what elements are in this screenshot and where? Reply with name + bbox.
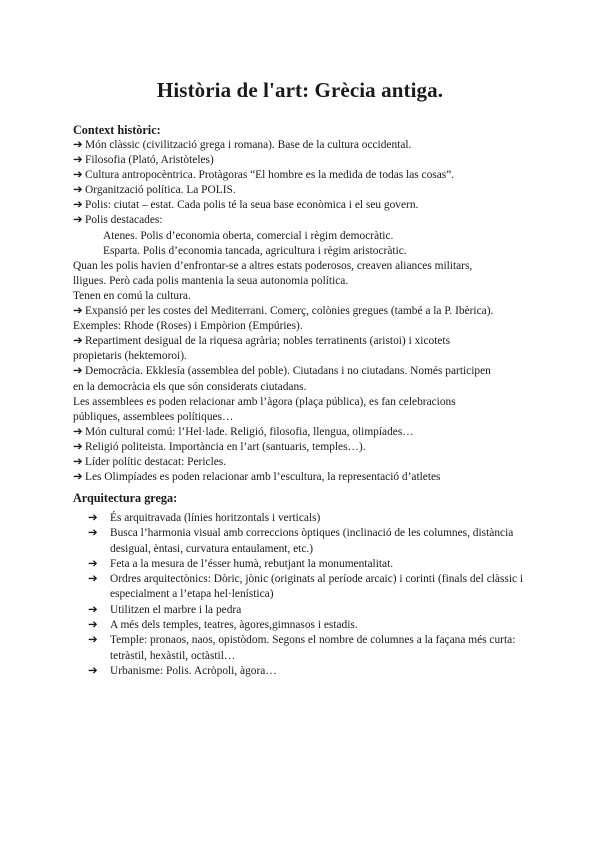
list-item-text: Temple: pronaos, naos, opistòdom. Segons el nombre de columnes a la façana més curta: tetràstil, hexàstil, octàstil… [110, 634, 516, 662]
arrow-icon: ➔ [73, 455, 83, 468]
arrow-icon: ➔ [73, 169, 83, 182]
context-line [73, 304, 538, 319]
architecture-list [88, 511, 528, 679]
context-line [73, 410, 538, 425]
arrow-icon: ➔ [88, 619, 98, 632]
arrow-icon: ➔ [73, 154, 83, 167]
context-line [73, 213, 538, 228]
arrow-icon: ➔ [73, 471, 83, 484]
arrow-icon: ➔ [73, 305, 83, 318]
context-line [73, 244, 538, 259]
list-item [88, 664, 528, 679]
context-line-text: Líder polític destacat: Pericles. [85, 455, 227, 468]
list-item-text: Urbanisme: Polis. Acròpoli, àgora… [110, 664, 277, 677]
list-item-text: És arquitravada (línies horitzontals i verticals) [110, 512, 321, 524]
context-line-text: Les assemblees es poden relacionar amb l’àgora (plaça pública), es fan celebracions [73, 395, 456, 408]
arrow-icon: ➔ [73, 214, 83, 227]
context-section [73, 138, 538, 485]
arrow-icon: ➔ [73, 440, 83, 453]
arrow-icon: ➔ [88, 512, 98, 524]
arrow-icon: ➔ [88, 573, 98, 586]
arrow-icon: ➔ [73, 184, 83, 197]
context-line [73, 395, 538, 410]
context-line [73, 334, 538, 349]
list-item [88, 603, 528, 618]
context-line-text: Polis destacades: [85, 214, 163, 227]
context-line-text: Les Olimpíades es poden relacionar amb l’escultura, la representació d’atletes [85, 471, 441, 484]
list-item-text: Busca l’harmonia visual amb correccions òptiques (inclinació de les columnes, distància desigual, èntasi, curvatura entaulament, etc.) [110, 527, 514, 555]
context-line [73, 319, 538, 334]
arrow-icon: ➔ [88, 634, 98, 647]
context-line [73, 168, 538, 183]
context-line-text: en la democràcia els que són considerats ciutadans. [73, 380, 307, 393]
context-line-text: Democràcia. Ekklesía (assemblea del poble). Ciutadans i no ciutadans. Només participen [85, 365, 491, 378]
list-item-text: A més dels temples, teatres, àgores,gimnasos i estadis. [110, 619, 358, 632]
arrow-icon: ➔ [88, 603, 98, 616]
context-line [73, 455, 538, 470]
context-line [73, 289, 538, 304]
context-line [73, 364, 538, 379]
context-line-text: Tenen en comú la cultura. [73, 289, 191, 302]
context-line-text: Esparta. Polis d’economia tancada, agricultura i règim aristocràtic. [103, 244, 407, 257]
context-line-text: públiques, assemblees polítiques… [73, 410, 234, 423]
arrow-icon: ➔ [73, 365, 83, 378]
arrow-icon: ➔ [88, 664, 98, 677]
context-line [73, 229, 538, 244]
context-line-text: propietaris (hektemoroi). [73, 350, 187, 363]
context-line [73, 425, 538, 440]
context-line [73, 440, 538, 455]
context-line-text: Exemples: Rhode (Roses) i Empòrion (Empúries). [73, 320, 303, 333]
context-line-text: Organització política. La POLIS. [85, 184, 236, 197]
architecture-heading: Arquitectura grega: [73, 491, 178, 505]
arrow-icon: ➔ [73, 425, 83, 438]
list-item [88, 572, 528, 603]
context-line [73, 138, 538, 153]
context-line-text: Expansió per les costes del Mediterrani. Comerç, colònies gregues (també a la P. Ibèrica). [85, 305, 494, 318]
context-line-text: Quan les polis havien d’enfrontar-se a altres estats poderosos, creaven aliances militars, [73, 259, 473, 272]
context-line [73, 274, 538, 289]
context-line [73, 259, 538, 274]
list-item [88, 526, 528, 557]
arrow-icon: ➔ [88, 527, 98, 540]
context-line-text: Polis: ciutat – estat. Cada polis té la seua base econòmica i el seu govern. [85, 199, 419, 212]
context-line-text: lligues. Però cada polis mantenia la seua autonomia política. [73, 274, 349, 287]
arrow-icon: ➔ [73, 335, 83, 348]
context-line [73, 153, 538, 168]
context-line-text: Repartiment desigual de la riquesa agrària; nobles terratinents (aristoi) i xicotets [85, 335, 451, 348]
arrow-icon: ➔ [88, 557, 98, 570]
context-line-text: Món clàssic (civilització grega i romana). Base de la cultura occidental. [85, 139, 412, 151]
context-line-text: Filosofia (Plató, Aristòteles) [85, 154, 214, 167]
page-title: Història de l'art: Grècia antiga. [156, 78, 444, 102]
context-heading: Context històric: [73, 123, 161, 137]
arrow-icon: ➔ [73, 199, 83, 212]
list-item-text: Utilitzen el marbre i la pedra [110, 603, 242, 616]
context-line [73, 183, 538, 198]
context-line-text: Atenes. Polis d’economia oberta, comercial i règim democràtic. [103, 229, 394, 242]
list-item [88, 633, 528, 664]
context-line-text: Món cultural comú: l’Hel·lade. Religió, filosofia, llengua, olimpíades… [85, 425, 414, 438]
context-line [73, 349, 538, 364]
arrow-icon: ➔ [73, 139, 83, 151]
context-line [73, 198, 538, 213]
context-line [73, 380, 538, 395]
context-line-text: Cultura antropocèntrica. Protàgoras “El hombre es la medida de todas las cosas”. [85, 169, 455, 182]
list-item [88, 511, 528, 526]
list-item-text: Feta a la mesura de l’ésser humà, rebutjant la monumentalitat. [110, 557, 394, 570]
list-item [88, 618, 528, 633]
context-line-text: Religió politeista. Importància en l’art (santuaris, temples…). [85, 440, 366, 453]
context-line [73, 470, 538, 485]
list-item-text: Ordres arquitectònics: Dòric, jònic (originats al període arcaic) i corinti (finals del clàssic i especialment a l’etapa hel·lenística) [110, 573, 524, 601]
list-item [88, 557, 528, 572]
